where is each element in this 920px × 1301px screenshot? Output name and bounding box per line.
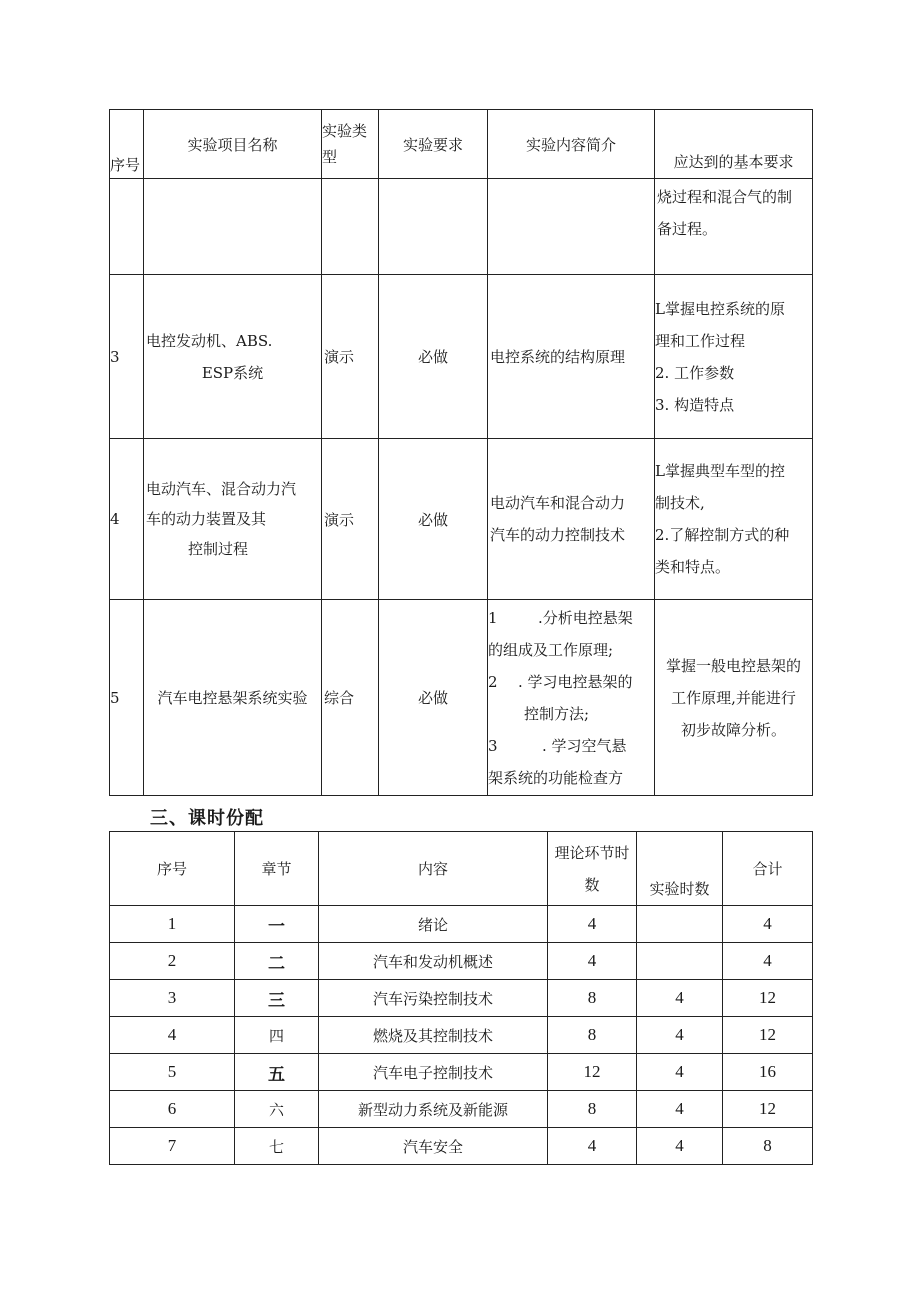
hours-row: 1 一 绪论 4 4 — [110, 906, 813, 943]
hours-row: 3 三 汽车污染控制技术 8 4 12 — [110, 980, 813, 1017]
row-basic-requirement: 掌握一般电控悬架的 工作原理,并能进行 初步故障分析。 — [655, 600, 813, 796]
header-lab: 实验时数 — [637, 832, 723, 906]
exp-row-4 — [110, 439, 813, 600]
header-content: 实验内容简介 — [488, 110, 655, 179]
header-total: 合计 — [723, 832, 813, 906]
header-chapter: 章节 — [235, 832, 319, 906]
row-type: 综合 — [322, 600, 379, 796]
row-content-steps: 1 .分析电控悬架 的组成及工作原理; 2 . 学习电控悬架的 控制方法; 3 . 学习空气悬 架系统的功能检查方 — [488, 600, 655, 796]
row-req: 必做 — [379, 275, 488, 439]
hours-row: 7 七 汽车安全 4 4 8 — [110, 1128, 813, 1165]
row-basic-requirement: L掌握典型车型的控 制技术, 2.了解控制方式的种 类和特点。 — [655, 439, 813, 600]
row-no: 5 — [110, 600, 144, 796]
row-name: 汽车电控悬架系统实验 — [144, 600, 322, 796]
header-content: 内容 — [319, 832, 548, 906]
hours-table — [109, 831, 813, 1165]
exp-header-row — [110, 110, 813, 179]
continued-requirement: 烧过程和混合气的制 备过程。 — [655, 179, 813, 275]
row-content: 电动汽车和混合动力 汽车的动力控制技术 — [488, 439, 655, 600]
exp-continuation-row — [110, 179, 813, 275]
header-type: 实验类型 — [322, 110, 379, 179]
row-no: 3 — [110, 275, 144, 439]
header-no: 序号 — [110, 832, 235, 906]
hours-row: 6 六 新型动力系统及新能源 8 4 12 — [110, 1091, 813, 1128]
hours-row: 2 二 汽车和发动机概述 4 4 — [110, 943, 813, 980]
hours-row: 4 四 燃烧及其控制技术 8 4 12 — [110, 1017, 813, 1054]
row-basic-requirement: L掌握电控系统的原 理和工作过程 2. 工作参数 3. 构造特点 — [655, 275, 813, 439]
exp-row-5 — [110, 600, 813, 796]
header-name: 实验项目名称 — [144, 110, 322, 179]
row-req: 必做 — [379, 439, 488, 600]
row-name: 电动汽车、混合动力汽 车的动力装置及其 控制过程 — [144, 439, 322, 600]
row-content: 电控系统的结构原理 — [488, 275, 655, 439]
header-no: 序号 — [110, 110, 144, 179]
header-theory: 理论环节时数 — [548, 832, 637, 906]
row-type: 演示 — [322, 439, 379, 600]
experiment-table — [109, 109, 813, 796]
exp-row-3 — [110, 275, 813, 439]
hours-row: 5 五 汽车电子控制技术 12 4 16 — [110, 1054, 813, 1091]
section-title: 三、课时份配 — [150, 808, 264, 829]
hours-header-row — [110, 832, 813, 906]
header-basic-requirement: 应达到的基本要求 — [655, 110, 813, 179]
row-req: 必做 — [379, 600, 488, 796]
row-type: 演示 — [322, 275, 379, 439]
row-name: 电控发动机、ABS. ESP系统 — [144, 275, 322, 439]
row-no: 4 — [110, 439, 144, 600]
header-requirement: 实验要求 — [379, 110, 488, 179]
